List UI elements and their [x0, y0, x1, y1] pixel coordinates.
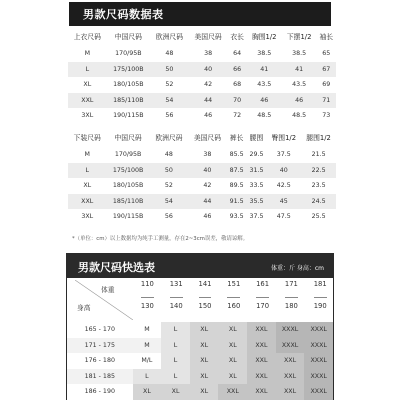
table-row	[68, 178, 336, 194]
table-cell: 3XL	[81, 213, 94, 221]
column-header: 下摆1/2	[286, 33, 312, 41]
table-cell: 46	[203, 213, 212, 221]
column-header: 腿围1/2	[306, 134, 331, 142]
table-cell: 91.5	[227, 194, 247, 210]
size-recommendation: L	[161, 338, 190, 354]
size-recommendation: XXL	[276, 384, 305, 400]
size-recommendation: XL	[218, 322, 247, 338]
table-header-row	[68, 26, 336, 46]
table-cell: 54	[150, 93, 189, 109]
size-recommendation: XXXL	[304, 338, 333, 354]
table-row	[68, 62, 336, 78]
table-cell: 52	[164, 182, 173, 190]
weight-range	[306, 278, 335, 328]
column-header: 胸围1/2	[251, 33, 277, 41]
weight-min: 171	[284, 280, 298, 288]
weight-min: 151	[227, 280, 241, 288]
table-cell: 43.5	[257, 81, 272, 89]
size-recommendation: XXL	[247, 384, 276, 400]
weight-max: 180	[284, 302, 298, 310]
weight-axis-label: 体重	[101, 286, 115, 294]
size-recommendation: XXXL	[304, 369, 333, 385]
table-cell: XL	[83, 182, 92, 190]
column-header: 中国尺码	[114, 134, 142, 142]
table-cell: 50	[150, 163, 189, 179]
height-row	[67, 338, 333, 354]
column-header: 袖长	[319, 33, 334, 41]
bottom-size-table	[68, 127, 336, 225]
table-cell: 42	[203, 182, 212, 190]
size-recommendation: XL	[190, 338, 219, 354]
weight-min: 110	[140, 280, 154, 288]
table-cell: 170/95B	[115, 50, 142, 58]
column-header: 臀围1/2	[271, 134, 297, 142]
table-cell: 67	[317, 62, 336, 78]
weight-min: 131	[169, 280, 183, 288]
column-header: 美国尺码	[194, 33, 222, 41]
table-cell: 37.5	[249, 213, 264, 221]
size-recommendation: XL	[190, 322, 219, 338]
size-recommendation: M/L	[141, 357, 153, 365]
size-recommendation: XL	[190, 384, 219, 400]
table-cell: 38	[203, 151, 212, 159]
table-cell: 29.5	[249, 151, 264, 159]
column-header: 衣长	[230, 33, 244, 41]
table-cell: 41	[282, 62, 317, 78]
height-range: 171 - 175	[84, 341, 115, 349]
table-cell: 35.5	[247, 194, 267, 210]
column-header: 上衣尺码	[73, 33, 101, 41]
weight-min: 141	[198, 280, 212, 288]
weight-range	[277, 278, 306, 328]
table-cell: 71	[317, 93, 336, 109]
size-recommendation: XXXL	[304, 353, 333, 369]
table-cell: 56	[165, 112, 174, 120]
table-cell: 48.5	[292, 112, 307, 120]
range-divider	[170, 297, 183, 298]
table-row	[68, 108, 336, 124]
column-header: 美国尺码	[193, 134, 222, 142]
table-cell: 38.5	[257, 50, 272, 58]
height-row	[67, 384, 333, 400]
table-cell: 185/110B	[107, 194, 150, 210]
table-cell: 54	[150, 194, 189, 210]
table-cell: M	[84, 151, 90, 159]
size-recommendation: XXL	[276, 353, 305, 369]
table-cell: 46	[282, 93, 317, 109]
table-cell: 48	[165, 50, 174, 58]
table-cell: 22.5	[301, 163, 336, 179]
measurement-note: *（单位：cm）以上数据均为纯手工测量，存在2~3cm误差，敬请谅解。	[72, 236, 249, 242]
size-recommendation: L	[161, 353, 190, 369]
table-cell: 70	[227, 93, 246, 109]
size-recommendation: XXL	[247, 369, 276, 385]
weight-range	[133, 278, 162, 328]
table-cell: 23.5	[311, 182, 326, 190]
table-cell: 38.5	[292, 50, 307, 58]
table-cell: L	[68, 163, 107, 179]
table-cell: 42	[204, 81, 213, 89]
size-table-banner	[69, 2, 331, 26]
table-row	[68, 147, 336, 163]
size-recommendation: XL	[218, 369, 247, 385]
table-cell: 37.5	[276, 151, 291, 159]
table-cell: 93.5	[229, 213, 244, 221]
height-row	[67, 369, 333, 385]
weight-min: 161	[256, 280, 270, 288]
table-cell: 47.5	[276, 213, 291, 221]
height-row	[67, 353, 333, 369]
height-range: 165 - 170	[84, 326, 115, 334]
weight-max: 150	[198, 302, 212, 310]
table-row	[68, 46, 336, 62]
size-recommendation: XXXL	[304, 384, 333, 400]
table-cell: 44	[188, 194, 227, 210]
table-cell: 190/115B	[113, 112, 144, 120]
table-cell: 43.5	[292, 81, 307, 89]
table-cell: 38	[204, 50, 213, 58]
table-cell: 25.5	[311, 213, 326, 221]
table-cell: XXL	[68, 93, 107, 109]
size-recommendation: XXXL	[276, 322, 305, 338]
table-row	[68, 93, 336, 109]
weight-max: 190	[313, 302, 327, 310]
table-cell: 40	[266, 163, 301, 179]
size-recommendation: XL	[190, 353, 219, 369]
table-cell: 50	[150, 62, 189, 78]
table-cell: 72	[233, 112, 242, 120]
weight-max: 160	[227, 302, 241, 310]
range-divider	[141, 297, 154, 298]
table-cell: 85.5	[229, 151, 244, 159]
table-row	[68, 163, 336, 179]
weight-range	[162, 278, 191, 328]
table-cell: 45	[266, 194, 301, 210]
height-axis-label: 身高	[77, 304, 91, 312]
table-cell: 48.5	[257, 112, 272, 120]
table-cell: 40	[189, 62, 228, 78]
weight-range	[219, 278, 248, 328]
table-cell: XL	[83, 81, 92, 89]
table-cell: 180/105B	[112, 182, 144, 190]
size-recommendation: L	[133, 369, 162, 385]
size-recommendation: XXL	[218, 384, 247, 400]
height-range: 186 - 190	[84, 388, 115, 396]
quick-select-rows	[67, 322, 333, 400]
table-cell: 31.5	[247, 163, 267, 179]
size-recommendation: XL	[161, 384, 190, 400]
size-recommendation: XXL	[247, 353, 276, 369]
table-cell: 65	[322, 50, 331, 58]
table-cell: 44	[189, 93, 228, 109]
table-cell: 73	[322, 112, 331, 120]
height-row	[67, 322, 333, 338]
quick-select-title: 男款尺码快选表	[78, 261, 155, 274]
table-cell: 40	[188, 163, 227, 179]
table-cell: 68	[233, 81, 242, 89]
table-cell: 175/100B	[107, 62, 150, 78]
size-recommendation: M	[144, 341, 150, 349]
top-size-table	[68, 26, 336, 124]
table-cell: 66	[227, 62, 246, 78]
weight-min: 181	[313, 280, 327, 288]
table-row	[68, 77, 336, 93]
table-cell: 46	[247, 93, 282, 109]
size-recommendation: XL	[218, 338, 247, 354]
table-cell: 190/115B	[112, 213, 144, 221]
size-recommendation: XL	[133, 384, 162, 400]
range-divider	[314, 297, 327, 298]
weight-range	[191, 278, 220, 328]
column-header: 欧洲尺码	[155, 33, 183, 41]
table-cell: 48	[164, 151, 173, 159]
range-divider	[256, 297, 269, 298]
table-cell: 24.5	[301, 194, 336, 210]
range-divider	[227, 297, 240, 298]
size-recommendation: L	[161, 322, 190, 338]
size-recommendation: XL	[190, 369, 219, 385]
column-header: 腰围	[249, 134, 264, 142]
range-divider	[199, 297, 212, 298]
quick-select-unit: 体重：斤 身高：cm	[270, 265, 324, 272]
quick-select-grid	[67, 278, 333, 400]
table-cell: 52	[165, 81, 174, 89]
weight-max: 130	[140, 302, 154, 310]
table-cell: 21.5	[311, 151, 326, 159]
height-range: 181 - 185	[84, 372, 115, 380]
table-cell: 64	[233, 50, 242, 58]
table-cell: 89.5	[229, 182, 244, 190]
column-header: 下装尺码	[73, 134, 101, 142]
table-cell: 180/105B	[113, 81, 144, 89]
weight-range	[248, 278, 277, 328]
size-recommendation: XXXL	[276, 338, 305, 354]
quick-select-panel	[66, 253, 334, 400]
table-cell: XXL	[68, 194, 107, 210]
weight-max: 170	[256, 302, 270, 310]
size-recommendation: M	[144, 326, 150, 334]
size-recommendation: XXL	[247, 322, 276, 338]
table-cell: 3XL	[81, 112, 94, 120]
table-cell: 170/95B	[114, 151, 142, 159]
size-recommendation: XXL	[276, 369, 305, 385]
size-recommendation: L	[161, 369, 190, 385]
table-cell: L	[68, 62, 107, 78]
table-cell: M	[84, 50, 91, 58]
table-cell: 69	[322, 81, 331, 89]
weight-max: 140	[169, 302, 183, 310]
table-cell: 87.5	[227, 163, 247, 179]
column-header: 中国尺码	[114, 33, 142, 41]
range-divider	[285, 297, 298, 298]
size-recommendation: XL	[218, 353, 247, 369]
table-row	[68, 194, 336, 210]
table-cell: 175/100B	[107, 163, 150, 179]
table-row	[68, 209, 336, 225]
table-cell: 33.5	[249, 182, 264, 190]
weight-header-row	[133, 278, 335, 328]
table-cell: 46	[204, 112, 213, 120]
table-cell: 185/110B	[107, 93, 150, 109]
table-cell: 56	[164, 213, 173, 221]
table-header-row	[68, 127, 336, 147]
height-range: 176 - 180	[84, 357, 115, 365]
column-header: 裤长	[229, 134, 244, 142]
table-cell: 41	[247, 62, 282, 78]
size-table-title: 男款尺码数据表	[83, 8, 164, 21]
size-recommendation: XXXL	[304, 322, 333, 338]
column-header: 欧洲尺码	[155, 134, 183, 142]
table-cell: 42.5	[276, 182, 291, 190]
size-recommendation: XXL	[247, 338, 276, 354]
